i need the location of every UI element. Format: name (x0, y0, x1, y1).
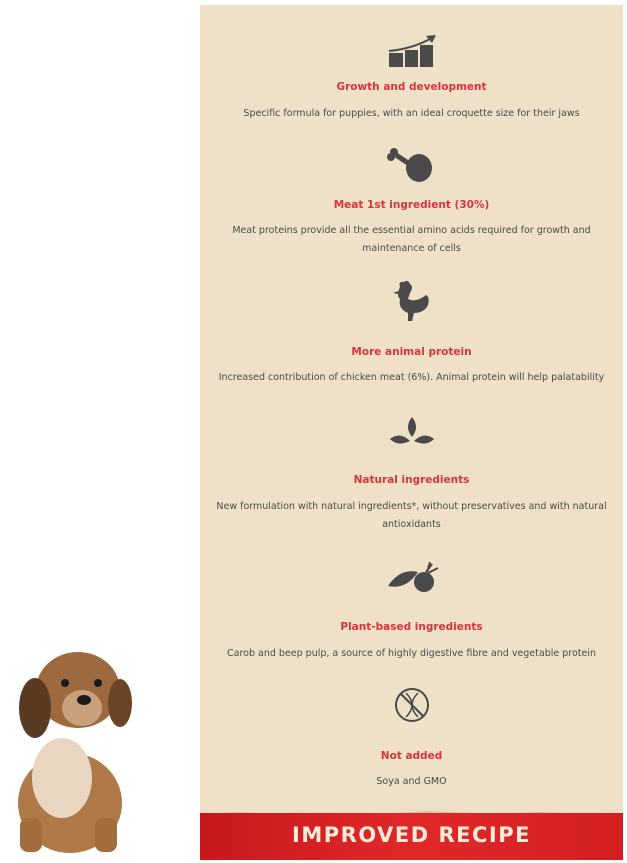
feature-description: Increased contribution of chicken meat (6%). Animal protein will help palatability (218, 372, 605, 383)
feature-title: Meat 1st ingredient (30%) (333, 199, 490, 211)
feature-title: More animal protein (351, 346, 472, 358)
feature-title: Not added (380, 750, 443, 762)
feature-description: Carob and beep pulp, a source of highly digestive fibre and vegetable protein (226, 648, 597, 659)
chicken-icon (386, 279, 438, 319)
no-gmo-icon (386, 687, 438, 727)
features-panel (200, 5, 623, 860)
feature-title: Plant-based ingredients (340, 621, 483, 633)
meat-drumstick-icon (386, 147, 438, 187)
growth-chart-icon (386, 31, 438, 71)
feature-title: Growth and development (336, 81, 487, 93)
feature-description: Specific formula for puppies, with an ideal croquette size for their jaws (243, 108, 580, 119)
feature-description: Soya and GMO (376, 776, 447, 787)
vegetables-icon (386, 560, 438, 600)
banner-label: IMPROVED RECIPE (292, 823, 531, 847)
puppy-image (0, 638, 145, 858)
feature-description: New formulation with natural ingredients*, without preservatives and with natural antioxidants (216, 501, 607, 530)
feature-description: Meat proteins provide all the essential amino acids required for growth and maintenance of cells (232, 225, 591, 254)
leaves-icon (386, 413, 438, 453)
feature-title: Natural ingredients (353, 474, 470, 486)
